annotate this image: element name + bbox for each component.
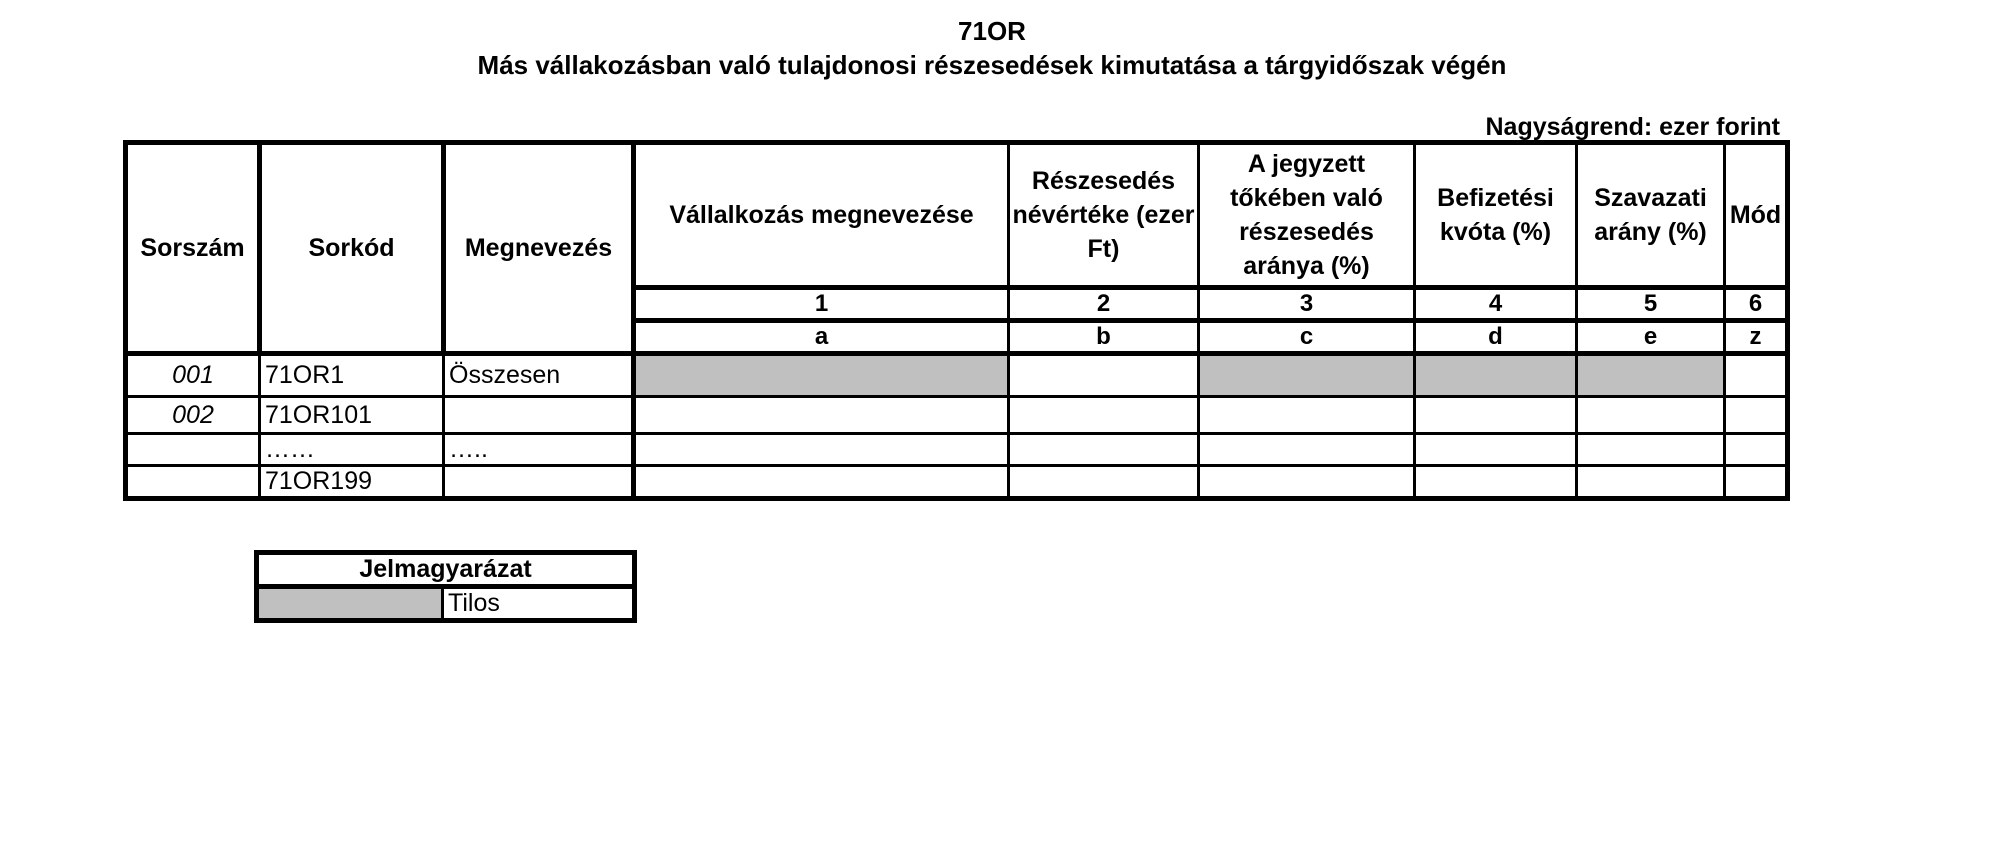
cell-input[interactable] bbox=[1009, 354, 1199, 397]
column-letter: d bbox=[1415, 321, 1577, 354]
cell-forbidden bbox=[1199, 354, 1415, 397]
column-number: 6 bbox=[1725, 288, 1788, 321]
header-sorszam: Sorszám bbox=[126, 143, 260, 354]
row-sorkod: …… bbox=[260, 434, 444, 466]
legend-title: Jelmagyarázat bbox=[257, 553, 635, 587]
header-sorkod: Sorkód bbox=[260, 143, 444, 354]
legend-table bbox=[254, 550, 637, 623]
cell-input[interactable] bbox=[1725, 354, 1788, 397]
cell-input[interactable] bbox=[1725, 397, 1788, 434]
legend-label-forbidden: Tilos bbox=[443, 587, 635, 621]
cell-input[interactable] bbox=[1725, 434, 1788, 466]
cell-input[interactable] bbox=[1009, 434, 1199, 466]
row-sorszam: 001 bbox=[126, 354, 260, 397]
header-megnevezes: Megnevezés bbox=[444, 143, 634, 354]
table-row bbox=[126, 434, 1788, 466]
cell-input[interactable] bbox=[1577, 466, 1725, 499]
row-sorszam bbox=[126, 466, 260, 499]
cell-input[interactable] bbox=[1199, 397, 1415, 434]
legend-swatch-forbidden bbox=[257, 587, 443, 621]
cell-forbidden bbox=[1577, 354, 1725, 397]
ownership-table bbox=[123, 140, 1790, 501]
header-vallalkozas: Vállalkozás megnevezése bbox=[634, 143, 1009, 288]
cell-input[interactable] bbox=[1199, 434, 1415, 466]
cell-input[interactable] bbox=[1415, 397, 1577, 434]
column-number: 5 bbox=[1577, 288, 1725, 321]
cell-input[interactable] bbox=[634, 434, 1009, 466]
column-letter: z bbox=[1725, 321, 1788, 354]
column-number: 4 bbox=[1415, 288, 1577, 321]
cell-input[interactable] bbox=[1009, 466, 1199, 499]
row-megnevezes: ….. bbox=[444, 434, 634, 466]
row-sorszam: 002 bbox=[126, 397, 260, 434]
header-mod: Mód bbox=[1725, 143, 1788, 288]
column-letter: c bbox=[1199, 321, 1415, 354]
column-number: 2 bbox=[1009, 288, 1199, 321]
cell-input[interactable] bbox=[1009, 397, 1199, 434]
row-megnevezes: Összesen bbox=[444, 354, 634, 397]
row-megnevezes bbox=[444, 397, 634, 434]
cell-forbidden bbox=[634, 354, 1009, 397]
table-row bbox=[126, 354, 1788, 397]
row-sorkod: 71OR1 bbox=[260, 354, 444, 397]
cell-input[interactable] bbox=[1199, 466, 1415, 499]
form-title: Más vállakozásban való tulajdonosi részesedések kimutatása a tárgyidőszak végén bbox=[477, 50, 1507, 80]
column-letter: a bbox=[634, 321, 1009, 354]
column-number: 1 bbox=[634, 288, 1009, 321]
cell-input[interactable] bbox=[1577, 434, 1725, 466]
unit-label: Nagyságrend: ezer forint bbox=[1485, 113, 1780, 141]
cell-input[interactable] bbox=[1725, 466, 1788, 499]
form-code: 71OR bbox=[958, 16, 1026, 46]
table-row bbox=[126, 466, 1788, 499]
header-szavazati: Szavazati arány (%) bbox=[1577, 143, 1725, 288]
column-letter: e bbox=[1577, 321, 1725, 354]
table-row bbox=[126, 397, 1788, 434]
cell-forbidden bbox=[1415, 354, 1577, 397]
row-sorkod: 71OR101 bbox=[260, 397, 444, 434]
column-letter: b bbox=[1009, 321, 1199, 354]
cell-input[interactable] bbox=[634, 466, 1009, 499]
row-sorkod: 71OR199 bbox=[260, 466, 444, 499]
cell-input[interactable] bbox=[1577, 397, 1725, 434]
cell-input[interactable] bbox=[634, 397, 1009, 434]
column-number: 3 bbox=[1199, 288, 1415, 321]
cell-input[interactable] bbox=[1415, 434, 1577, 466]
row-sorszam bbox=[126, 434, 260, 466]
header-reszesedes: Részesedés névértéke (ezer Ft) bbox=[1009, 143, 1199, 288]
cell-input[interactable] bbox=[1415, 466, 1577, 499]
row-megnevezes bbox=[444, 466, 634, 499]
header-jegyzett: A jegyzett tőkében való részesedés aránya (%) bbox=[1199, 143, 1415, 288]
header-befizetesi: Befizetési kvóta (%) bbox=[1415, 143, 1577, 288]
